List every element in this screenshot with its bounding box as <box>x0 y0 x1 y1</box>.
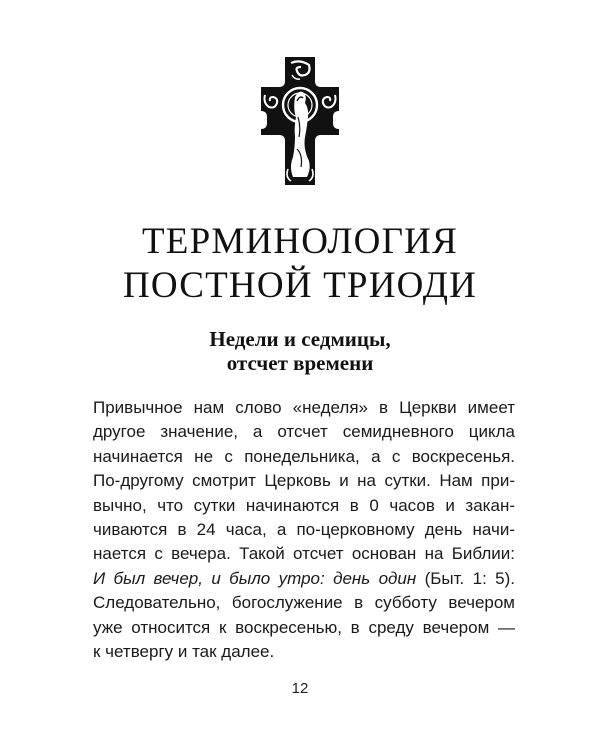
bible-reference: (Быт. 1: 5). <box>416 568 515 588</box>
chapter-title-line-1: ТЕРМИНОЛОГИЯ <box>141 221 458 262</box>
paragraph-line: По-другому смотрит Церковь и на сутки. Нам при- <box>93 471 515 491</box>
chapter-title <box>0 220 600 308</box>
chapter-title-line-2: ПОСТНОЙ ТРИОДИ <box>122 265 478 306</box>
paragraph-line: начинается не с понедельника, а с воскресенья. <box>93 446 515 466</box>
body-paragraph <box>93 396 515 664</box>
paragraph-line: уже относится к воскресенью, в среду вечером — <box>93 617 515 637</box>
paragraph-line: Следовательно, богослужение в субботу вечером <box>93 593 515 613</box>
paragraph-line: к четвергу и так далее. <box>93 642 275 662</box>
paragraph-line: чиваются в 24 часа, а по-церковному день начи- <box>93 520 515 540</box>
paragraph-line: вычно, что сутки начинаются в 0 часов и закан- <box>93 495 515 515</box>
paragraph-line: нается с вечера. Такой отсчет основан на Библии: <box>93 544 515 564</box>
paragraph-line: Привычное нам слово «неделя» в Церкви имеет <box>93 398 515 417</box>
paragraph-line-quote <box>93 567 515 591</box>
paragraph-line: другое значение, а отсчет семидневного цикла <box>93 422 515 442</box>
bible-quote: И был вечер, и было утро: день один <box>93 568 417 588</box>
page-number: 12 <box>291 680 309 697</box>
orthodox-cross-with-hand-icon <box>261 57 339 185</box>
section-subtitle-line-1: Недели и седмицы, <box>209 327 391 351</box>
section-subtitle-line-2: отсчет времени <box>226 351 374 375</box>
section-subtitle <box>0 327 600 375</box>
